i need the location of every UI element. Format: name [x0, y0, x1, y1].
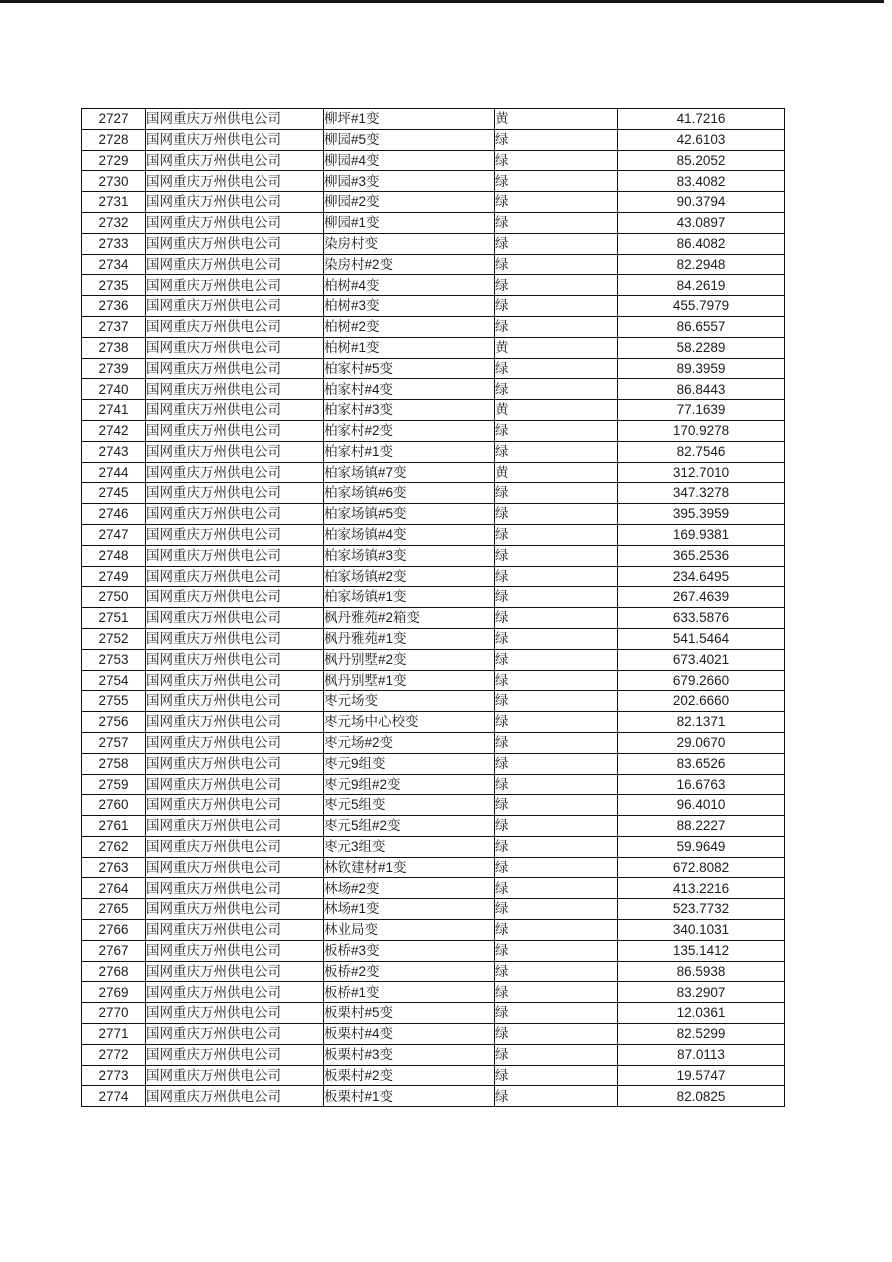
cell-load-value: 82.1371 [618, 712, 785, 733]
cell-company-name: 国网重庆万州供电公司 [146, 691, 324, 712]
cell-transformer-name: 板栗村#1变 [324, 1086, 495, 1107]
cell-company-name: 国网重庆万州供电公司 [146, 836, 324, 857]
cell-transformer-name: 柏家村#3变 [324, 400, 495, 421]
cell-status-label: 绿 [495, 233, 618, 254]
cell-row-number: 2766 [82, 920, 146, 941]
cell-row-number: 2747 [82, 524, 146, 545]
cell-row-number: 2741 [82, 400, 146, 421]
table-row [82, 524, 785, 545]
cell-transformer-name: 染房村变 [324, 233, 495, 254]
cell-status-label: 绿 [495, 670, 618, 691]
cell-company-name: 国网重庆万州供电公司 [146, 878, 324, 899]
cell-company-name: 国网重庆万州供电公司 [146, 753, 324, 774]
cell-transformer-name: 枣元场#2变 [324, 732, 495, 753]
cell-status-label: 绿 [495, 795, 618, 816]
cell-status-label: 绿 [495, 420, 618, 441]
table-row [82, 712, 785, 733]
cell-load-value: 85.2052 [618, 150, 785, 171]
cell-row-number: 2774 [82, 1086, 146, 1107]
cell-row-number: 2746 [82, 504, 146, 525]
cell-row-number: 2734 [82, 254, 146, 275]
table-row [82, 337, 785, 358]
cell-company-name: 国网重庆万州供电公司 [146, 1065, 324, 1086]
cell-transformer-name: 柳园#4变 [324, 150, 495, 171]
cell-status-label: 绿 [495, 379, 618, 400]
cell-row-number: 2770 [82, 1003, 146, 1024]
cell-company-name: 国网重庆万州供电公司 [146, 296, 324, 317]
cell-transformer-name: 柏树#4变 [324, 275, 495, 296]
cell-company-name: 国网重庆万州供电公司 [146, 1024, 324, 1045]
cell-company-name: 国网重庆万州供电公司 [146, 379, 324, 400]
table-row [82, 1024, 785, 1045]
cell-company-name: 国网重庆万州供电公司 [146, 337, 324, 358]
cell-row-number: 2736 [82, 296, 146, 317]
cell-transformer-name: 柏家场镇#7变 [324, 462, 495, 483]
cell-row-number: 2745 [82, 483, 146, 504]
table-row [82, 857, 785, 878]
cell-company-name: 国网重庆万州供电公司 [146, 524, 324, 545]
cell-row-number: 2730 [82, 171, 146, 192]
cell-load-value: 86.5938 [618, 961, 785, 982]
cell-transformer-name: 枣元9组#2变 [324, 774, 495, 795]
cell-status-label: 绿 [495, 545, 618, 566]
cell-row-number: 2749 [82, 566, 146, 587]
cell-transformer-name: 枣元场中心校变 [324, 712, 495, 733]
table-row [82, 566, 785, 587]
cell-company-name: 国网重庆万州供电公司 [146, 441, 324, 462]
table-row [82, 795, 785, 816]
cell-load-value: 82.2948 [618, 254, 785, 275]
cell-row-number: 2758 [82, 753, 146, 774]
cell-load-value: 42.6103 [618, 129, 785, 150]
cell-company-name: 国网重庆万州供电公司 [146, 857, 324, 878]
cell-status-label: 绿 [495, 732, 618, 753]
cell-transformer-name: 林场#1变 [324, 899, 495, 920]
table-row [82, 483, 785, 504]
cell-row-number: 2727 [82, 109, 146, 130]
cell-company-name: 国网重庆万州供电公司 [146, 150, 324, 171]
cell-company-name: 国网重庆万州供电公司 [146, 400, 324, 421]
cell-load-value: 234.6495 [618, 566, 785, 587]
cell-transformer-name: 柏家场镇#6变 [324, 483, 495, 504]
cell-row-number: 2750 [82, 587, 146, 608]
cell-load-value: 672.8082 [618, 857, 785, 878]
cell-status-label: 绿 [495, 566, 618, 587]
cell-row-number: 2762 [82, 836, 146, 857]
cell-status-label: 绿 [495, 899, 618, 920]
table-row [82, 940, 785, 961]
cell-status-label: 绿 [495, 483, 618, 504]
cell-row-number: 2731 [82, 192, 146, 213]
cell-row-number: 2742 [82, 420, 146, 441]
cell-company-name: 国网重庆万州供电公司 [146, 920, 324, 941]
table-row [82, 504, 785, 525]
table-row [82, 150, 785, 171]
cell-row-number: 2735 [82, 275, 146, 296]
cell-status-label: 绿 [495, 358, 618, 379]
cell-transformer-name: 枣元场变 [324, 691, 495, 712]
cell-company-name: 国网重庆万州供电公司 [146, 1086, 324, 1107]
cell-transformer-name: 柏家场镇#4变 [324, 524, 495, 545]
cell-company-name: 国网重庆万州供电公司 [146, 712, 324, 733]
cell-load-value: 340.1031 [618, 920, 785, 941]
cell-load-value: 90.3794 [618, 192, 785, 213]
cell-transformer-name: 枫丹雅苑#1变 [324, 628, 495, 649]
table-row [82, 441, 785, 462]
cell-row-number: 2764 [82, 878, 146, 899]
cell-transformer-name: 柳园#1变 [324, 212, 495, 233]
cell-load-value: 77.1639 [618, 400, 785, 421]
cell-row-number: 2744 [82, 462, 146, 483]
cell-transformer-name: 板栗村#4变 [324, 1024, 495, 1045]
cell-status-label: 绿 [495, 150, 618, 171]
cell-row-number: 2756 [82, 712, 146, 733]
cell-company-name: 国网重庆万州供电公司 [146, 587, 324, 608]
cell-row-number: 2737 [82, 316, 146, 337]
cell-row-number: 2755 [82, 691, 146, 712]
table-row [82, 400, 785, 421]
cell-load-value: 523.7732 [618, 899, 785, 920]
table-row [82, 1086, 785, 1107]
cell-transformer-name: 枣元3组变 [324, 836, 495, 857]
cell-company-name: 国网重庆万州供电公司 [146, 462, 324, 483]
table-row [82, 982, 785, 1003]
cell-row-number: 2760 [82, 795, 146, 816]
cell-row-number: 2748 [82, 545, 146, 566]
transformer-data-table [81, 108, 785, 1107]
cell-company-name: 国网重庆万州供电公司 [146, 171, 324, 192]
cell-company-name: 国网重庆万州供电公司 [146, 732, 324, 753]
cell-row-number: 2761 [82, 816, 146, 837]
cell-transformer-name: 板栗村#3变 [324, 1044, 495, 1065]
cell-company-name: 国网重庆万州供电公司 [146, 608, 324, 629]
cell-company-name: 国网重庆万州供电公司 [146, 670, 324, 691]
cell-row-number: 2769 [82, 982, 146, 1003]
cell-transformer-name: 枫丹别墅#1变 [324, 670, 495, 691]
cell-transformer-name: 板桥#2变 [324, 961, 495, 982]
table-row [82, 920, 785, 941]
cell-company-name: 国网重庆万州供电公司 [146, 275, 324, 296]
table-row [82, 1044, 785, 1065]
cell-row-number: 2763 [82, 857, 146, 878]
cell-row-number: 2759 [82, 774, 146, 795]
cell-status-label: 绿 [495, 1086, 618, 1107]
cell-status-label: 绿 [495, 1044, 618, 1065]
cell-transformer-name: 柳园#2变 [324, 192, 495, 213]
cell-status-label: 绿 [495, 774, 618, 795]
cell-load-value: 82.7546 [618, 441, 785, 462]
table-row [82, 1003, 785, 1024]
cell-load-value: 169.9381 [618, 524, 785, 545]
cell-company-name: 国网重庆万州供电公司 [146, 566, 324, 587]
cell-company-name: 国网重庆万州供电公司 [146, 982, 324, 1003]
table-row [82, 420, 785, 441]
cell-load-value: 541.5464 [618, 628, 785, 649]
cell-row-number: 2743 [82, 441, 146, 462]
cell-load-value: 83.2907 [618, 982, 785, 1003]
cell-company-name: 国网重庆万州供电公司 [146, 961, 324, 982]
cell-status-label: 绿 [495, 920, 618, 941]
cell-load-value: 88.2227 [618, 816, 785, 837]
cell-status-label: 黄 [495, 109, 618, 130]
cell-load-value: 59.9649 [618, 836, 785, 857]
cell-load-value: 16.6763 [618, 774, 785, 795]
cell-transformer-name: 柏家村#1变 [324, 441, 495, 462]
cell-company-name: 国网重庆万州供电公司 [146, 109, 324, 130]
table-row [82, 254, 785, 275]
cell-status-label: 绿 [495, 1065, 618, 1086]
table-row [82, 774, 785, 795]
cell-transformer-name: 枫丹雅苑#2箱变 [324, 608, 495, 629]
cell-load-value: 86.4082 [618, 233, 785, 254]
cell-load-value: 86.8443 [618, 379, 785, 400]
cell-load-value: 135.1412 [618, 940, 785, 961]
table-body [82, 109, 785, 1107]
table-row [82, 129, 785, 150]
cell-company-name: 国网重庆万州供电公司 [146, 254, 324, 275]
cell-status-label: 绿 [495, 254, 618, 275]
cell-transformer-name: 柏家村#4变 [324, 379, 495, 400]
cell-company-name: 国网重庆万州供电公司 [146, 1044, 324, 1065]
table-row [82, 379, 785, 400]
table-row [82, 753, 785, 774]
cell-company-name: 国网重庆万州供电公司 [146, 420, 324, 441]
cell-company-name: 国网重庆万州供电公司 [146, 545, 324, 566]
table-row [82, 192, 785, 213]
cell-load-value: 365.2536 [618, 545, 785, 566]
cell-row-number: 2732 [82, 212, 146, 233]
cell-row-number: 2739 [82, 358, 146, 379]
cell-transformer-name: 枣元5组#2变 [324, 816, 495, 837]
cell-company-name: 国网重庆万州供电公司 [146, 899, 324, 920]
table-row [82, 732, 785, 753]
cell-company-name: 国网重庆万州供电公司 [146, 816, 324, 837]
cell-transformer-name: 柏树#1变 [324, 337, 495, 358]
cell-company-name: 国网重庆万州供电公司 [146, 212, 324, 233]
cell-load-value: 395.3959 [618, 504, 785, 525]
cell-status-label: 绿 [495, 1003, 618, 1024]
cell-status-label: 绿 [495, 878, 618, 899]
cell-transformer-name: 柏家村#2变 [324, 420, 495, 441]
cell-company-name: 国网重庆万州供电公司 [146, 795, 324, 816]
cell-row-number: 2738 [82, 337, 146, 358]
cell-load-value: 455.7979 [618, 296, 785, 317]
table-row [82, 816, 785, 837]
cell-load-value: 82.0825 [618, 1086, 785, 1107]
cell-transformer-name: 柏家场镇#1变 [324, 587, 495, 608]
cell-status-label: 黄 [495, 462, 618, 483]
cell-transformer-name: 板栗村#5变 [324, 1003, 495, 1024]
cell-status-label: 绿 [495, 940, 618, 961]
cell-load-value: 82.5299 [618, 1024, 785, 1045]
cell-transformer-name: 染房村#2变 [324, 254, 495, 275]
cell-row-number: 2767 [82, 940, 146, 961]
cell-company-name: 国网重庆万州供电公司 [146, 649, 324, 670]
cell-load-value: 413.2216 [618, 878, 785, 899]
cell-row-number: 2772 [82, 1044, 146, 1065]
cell-company-name: 国网重庆万州供电公司 [146, 628, 324, 649]
table-row [82, 587, 785, 608]
cell-status-label: 绿 [495, 816, 618, 837]
cell-status-label: 绿 [495, 316, 618, 337]
cell-transformer-name: 柳园#3变 [324, 171, 495, 192]
cell-row-number: 2754 [82, 670, 146, 691]
cell-status-label: 绿 [495, 524, 618, 545]
cell-status-label: 黄 [495, 337, 618, 358]
cell-company-name: 国网重庆万州供电公司 [146, 358, 324, 379]
cell-load-value: 170.9278 [618, 420, 785, 441]
cell-load-value: 19.5747 [618, 1065, 785, 1086]
cell-transformer-name: 林场#2变 [324, 878, 495, 899]
cell-status-label: 绿 [495, 628, 618, 649]
cell-status-label: 绿 [495, 691, 618, 712]
cell-company-name: 国网重庆万州供电公司 [146, 129, 324, 150]
cell-transformer-name: 柳坪#1变 [324, 109, 495, 130]
page-top-edge [0, 0, 884, 3]
cell-status-label: 绿 [495, 296, 618, 317]
table-row [82, 899, 785, 920]
table-row [82, 836, 785, 857]
cell-load-value: 86.6557 [618, 316, 785, 337]
cell-transformer-name: 枫丹别墅#2变 [324, 649, 495, 670]
cell-company-name: 国网重庆万州供电公司 [146, 316, 324, 337]
table-row [82, 316, 785, 337]
cell-status-label: 绿 [495, 212, 618, 233]
cell-transformer-name: 柏家场镇#3变 [324, 545, 495, 566]
cell-transformer-name: 林钦建材#1变 [324, 857, 495, 878]
cell-load-value: 43.0897 [618, 212, 785, 233]
cell-status-label: 绿 [495, 129, 618, 150]
cell-company-name: 国网重庆万州供电公司 [146, 192, 324, 213]
cell-status-label: 绿 [495, 587, 618, 608]
cell-status-label: 绿 [495, 857, 618, 878]
cell-status-label: 绿 [495, 753, 618, 774]
cell-load-value: 87.0113 [618, 1044, 785, 1065]
cell-load-value: 12.0361 [618, 1003, 785, 1024]
cell-load-value: 202.6660 [618, 691, 785, 712]
cell-row-number: 2768 [82, 961, 146, 982]
table-row [82, 109, 785, 130]
cell-row-number: 2751 [82, 608, 146, 629]
cell-company-name: 国网重庆万州供电公司 [146, 233, 324, 254]
cell-transformer-name: 柏树#3变 [324, 296, 495, 317]
table-row [82, 1065, 785, 1086]
cell-company-name: 国网重庆万州供电公司 [146, 483, 324, 504]
cell-row-number: 2771 [82, 1024, 146, 1045]
cell-row-number: 2765 [82, 899, 146, 920]
cell-load-value: 673.4021 [618, 649, 785, 670]
cell-transformer-name: 枣元5组变 [324, 795, 495, 816]
cell-company-name: 国网重庆万州供电公司 [146, 1003, 324, 1024]
cell-transformer-name: 柏家场镇#5变 [324, 504, 495, 525]
cell-status-label: 绿 [495, 712, 618, 733]
cell-status-label: 绿 [495, 275, 618, 296]
cell-load-value: 41.7216 [618, 109, 785, 130]
cell-transformer-name: 板桥#1变 [324, 982, 495, 1003]
cell-load-value: 83.4082 [618, 171, 785, 192]
cell-row-number: 2740 [82, 379, 146, 400]
cell-status-label: 绿 [495, 982, 618, 1003]
cell-load-value: 58.2289 [618, 337, 785, 358]
cell-status-label: 绿 [495, 961, 618, 982]
cell-load-value: 679.2660 [618, 670, 785, 691]
table-row [82, 275, 785, 296]
cell-status-label: 绿 [495, 441, 618, 462]
cell-transformer-name: 林业局变 [324, 920, 495, 941]
cell-transformer-name: 柏家村#5变 [324, 358, 495, 379]
cell-transformer-name: 枣元9组变 [324, 753, 495, 774]
table-row [82, 233, 785, 254]
table-row [82, 670, 785, 691]
table-row [82, 649, 785, 670]
table-row [82, 212, 785, 233]
table-row [82, 296, 785, 317]
cell-company-name: 国网重庆万州供电公司 [146, 940, 324, 961]
cell-status-label: 绿 [495, 649, 618, 670]
cell-status-label: 绿 [495, 1024, 618, 1045]
cell-status-label: 绿 [495, 836, 618, 857]
cell-row-number: 2753 [82, 649, 146, 670]
table-row [82, 878, 785, 899]
cell-status-label: 绿 [495, 192, 618, 213]
cell-transformer-name: 柳园#5变 [324, 129, 495, 150]
cell-load-value: 347.3278 [618, 483, 785, 504]
cell-row-number: 2733 [82, 233, 146, 254]
cell-transformer-name: 柏家场镇#2变 [324, 566, 495, 587]
cell-status-label: 黄 [495, 400, 618, 421]
cell-load-value: 633.5876 [618, 608, 785, 629]
cell-status-label: 绿 [495, 504, 618, 525]
table-row [82, 961, 785, 982]
cell-load-value: 96.4010 [618, 795, 785, 816]
cell-transformer-name: 板桥#3变 [324, 940, 495, 961]
cell-row-number: 2752 [82, 628, 146, 649]
cell-row-number: 2729 [82, 150, 146, 171]
cell-company-name: 国网重庆万州供电公司 [146, 774, 324, 795]
cell-load-value: 89.3959 [618, 358, 785, 379]
table-row [82, 462, 785, 483]
cell-row-number: 2757 [82, 732, 146, 753]
cell-status-label: 绿 [495, 608, 618, 629]
table-row [82, 608, 785, 629]
cell-load-value: 84.2619 [618, 275, 785, 296]
cell-transformer-name: 板栗村#2变 [324, 1065, 495, 1086]
cell-row-number: 2728 [82, 129, 146, 150]
cell-row-number: 2773 [82, 1065, 146, 1086]
table-row [82, 628, 785, 649]
cell-status-label: 绿 [495, 171, 618, 192]
cell-transformer-name: 柏树#2变 [324, 316, 495, 337]
cell-company-name: 国网重庆万州供电公司 [146, 504, 324, 525]
table-row [82, 545, 785, 566]
table-row [82, 691, 785, 712]
cell-load-value: 83.6526 [618, 753, 785, 774]
cell-load-value: 29.0670 [618, 732, 785, 753]
table-row [82, 358, 785, 379]
table-row [82, 171, 785, 192]
cell-load-value: 267.4639 [618, 587, 785, 608]
cell-load-value: 312.7010 [618, 462, 785, 483]
